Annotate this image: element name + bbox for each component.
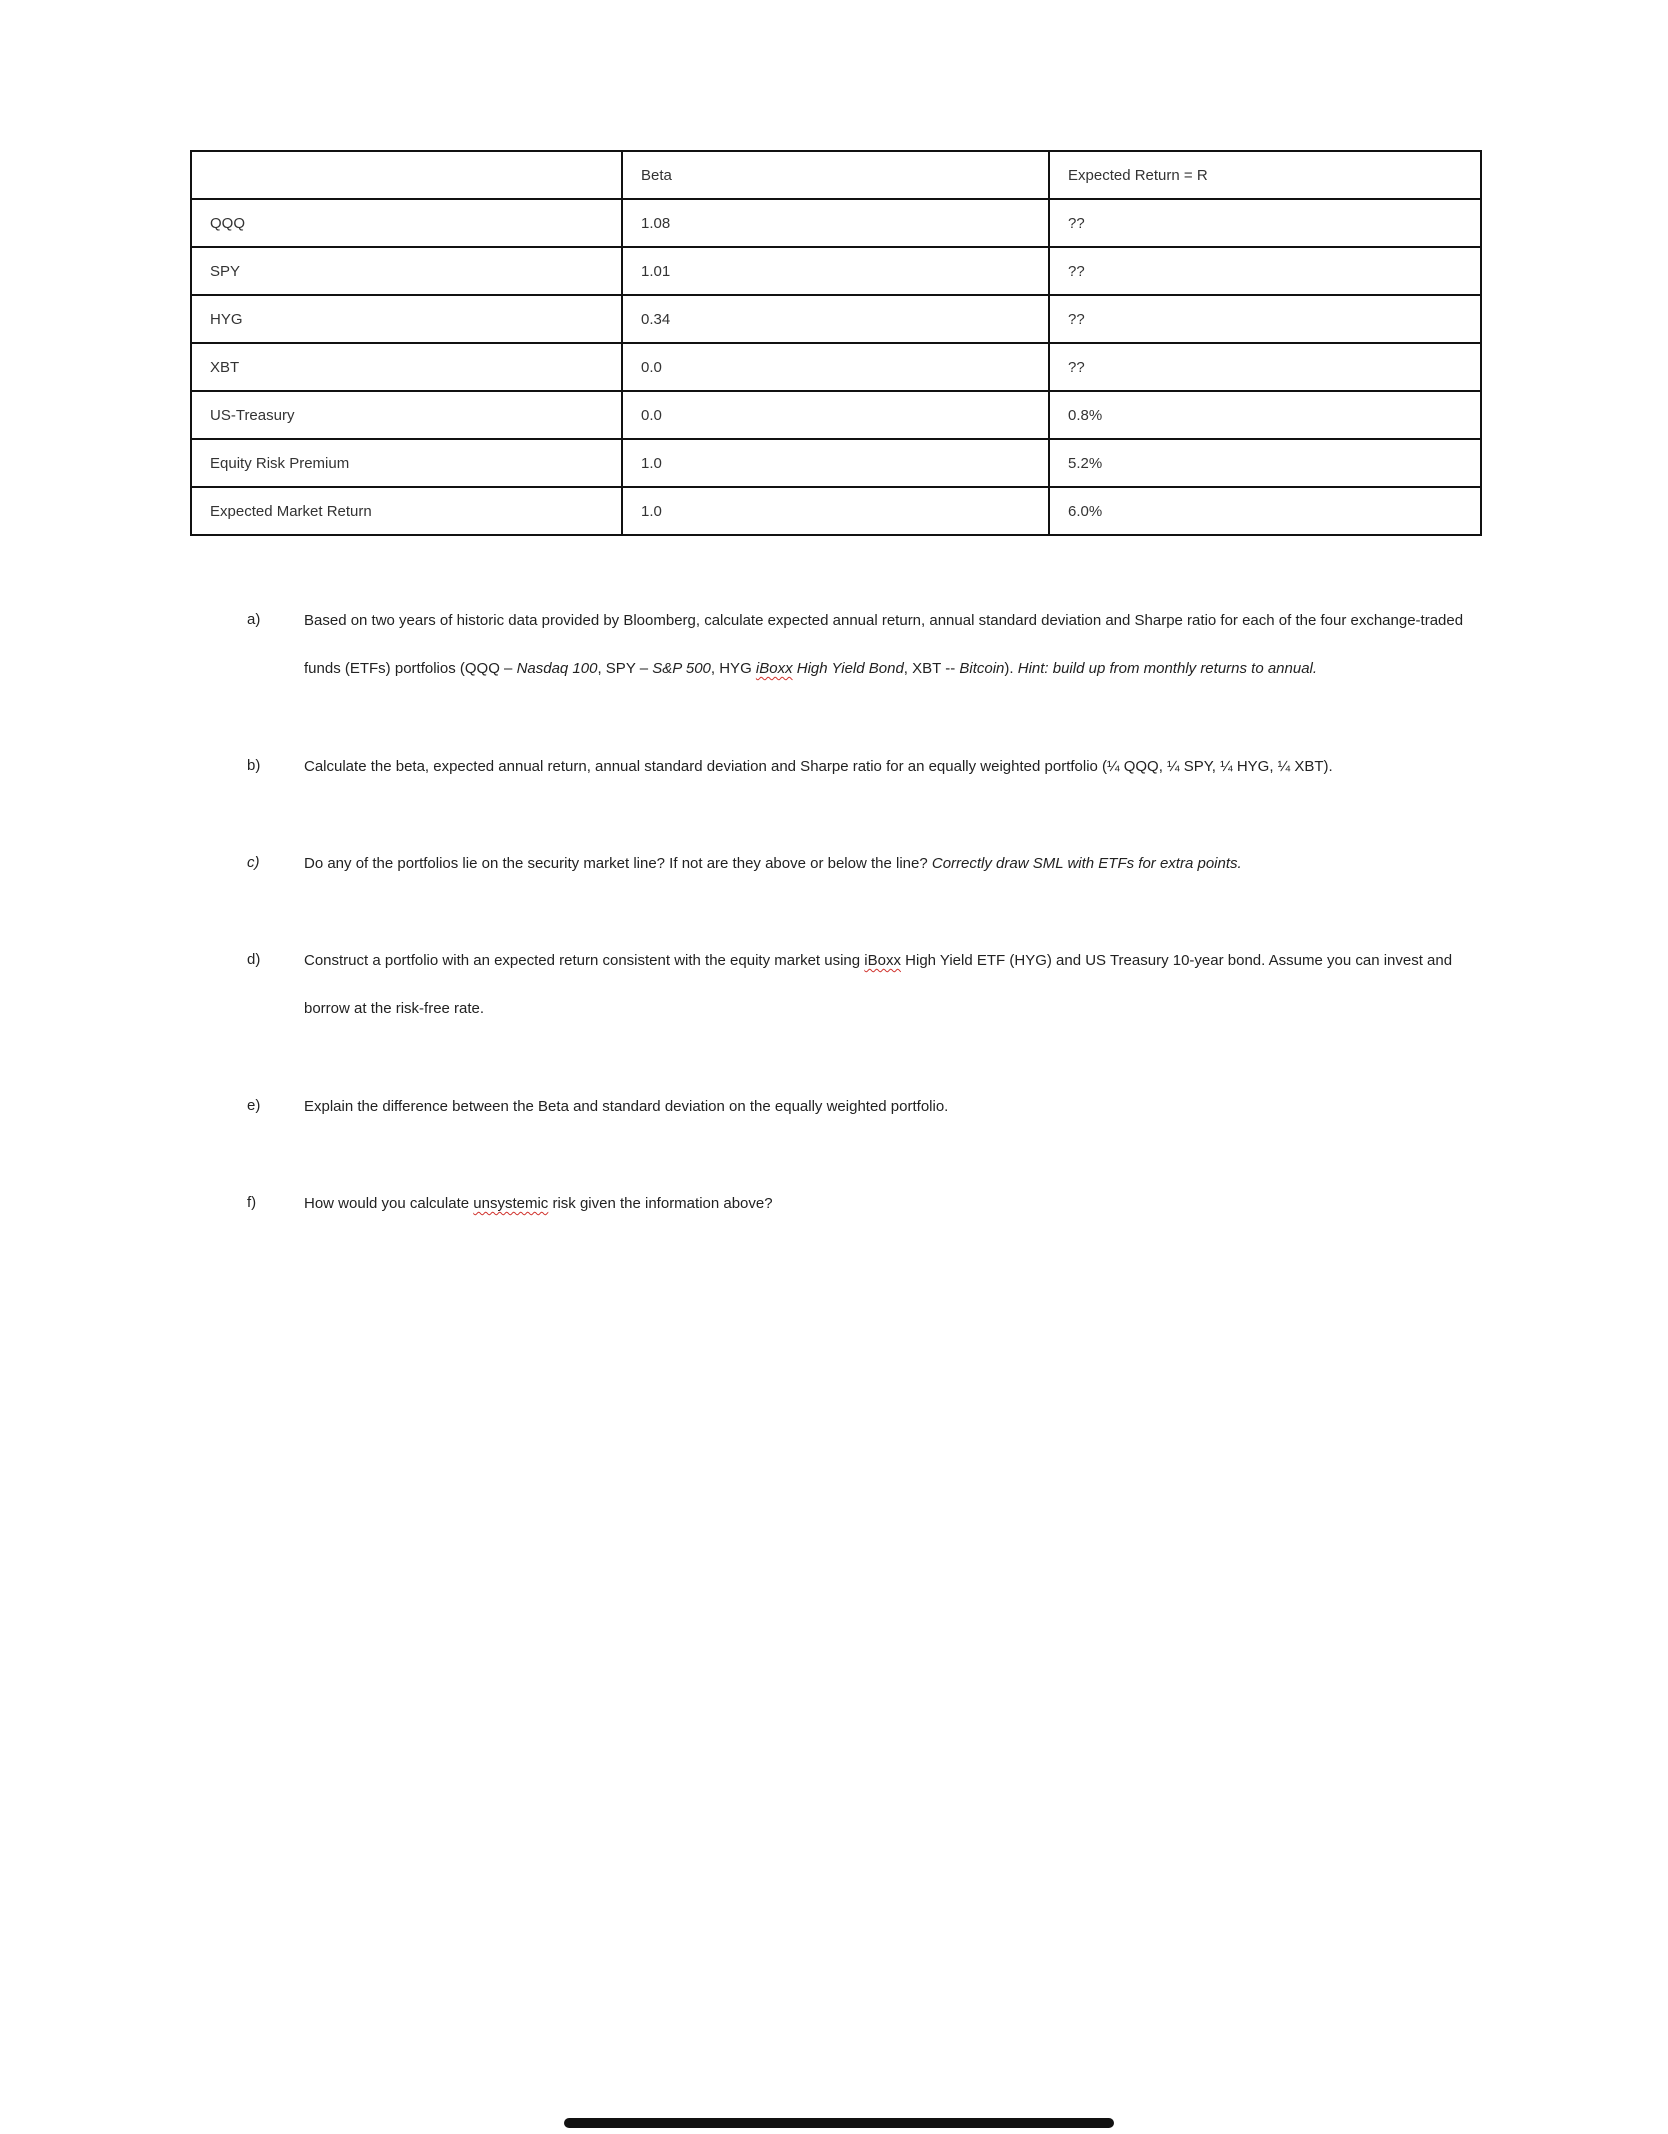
question-label: b) <box>247 757 261 774</box>
text-run-italic: S&P 500 <box>652 660 711 677</box>
text-run: Do any of the portfolios lie on the security market line? If not are they above or below the line? <box>304 855 932 872</box>
table-row <box>191 295 1481 343</box>
table-row <box>191 199 1481 247</box>
table-cell-beta: 1.0 <box>622 439 1049 487</box>
table-cell-return: 5.2% <box>1049 439 1481 487</box>
question-d-line-2: borrow at the risk-free rate. <box>304 1000 485 1017</box>
table-cell-beta: 1.0 <box>622 487 1049 535</box>
spellcheck-word[interactable]: iBoxx <box>864 952 901 969</box>
question-text <box>304 1083 1484 1131</box>
text-run: How would you calculate <box>304 1195 474 1212</box>
table-cell-asset: Expected Market Return <box>191 487 622 535</box>
table-cell-asset: SPY <box>191 247 622 295</box>
question-f-line-1 <box>304 1180 1484 1228</box>
question-a-line-1: Based on two years of historic data provided by Bloomberg, calculate expected annual return, annual standard deviation and Sharpe ratio for each of the four exchange-traded <box>304 612 1464 629</box>
table-row <box>191 343 1481 391</box>
question-text <box>304 743 1484 791</box>
text-run-italic: Correctly draw SML with ETFs for extra points. <box>931 855 1242 872</box>
text-run: , HYG <box>710 660 756 677</box>
text-run-italic: Bitcoin <box>959 660 1005 677</box>
text-run: High Yield ETF (HYG) and US Treasury 10-year bond. Assume you can invest and <box>900 952 1453 969</box>
table-cell-asset: QQQ <box>191 199 622 247</box>
text-run: ). <box>1004 660 1018 677</box>
question-text <box>304 1180 1484 1228</box>
table-row <box>191 391 1481 439</box>
table-cell-asset: US-Treasury <box>191 391 622 439</box>
question-d-line-1 <box>304 937 1484 985</box>
table-cell-beta: 0.0 <box>622 343 1049 391</box>
question-label: d) <box>247 951 261 968</box>
text-run-italic: Nasdaq 100 <box>516 660 598 677</box>
table-cell-beta: 1.08 <box>622 199 1049 247</box>
text-run: , XBT -- <box>903 660 960 677</box>
table-cell-return: ?? <box>1049 199 1481 247</box>
table-cell-return: 6.0% <box>1049 487 1481 535</box>
question-e-line-1: Explain the difference between the Beta and standard deviation on the equally weighted portfolio. <box>304 1098 949 1115</box>
table-row <box>191 439 1481 487</box>
table-cell-asset: XBT <box>191 343 622 391</box>
question-label: c) <box>247 854 260 871</box>
table-header-cell <box>191 151 622 199</box>
text-run: funds (ETFs) portfolios (QQQ – <box>304 660 517 677</box>
spellcheck-word[interactable]: unsystemic <box>473 1195 549 1212</box>
text-run: , SPY – <box>597 660 653 677</box>
question-label: f) <box>247 1194 257 1211</box>
home-indicator-bar[interactable] <box>564 2118 1114 2128</box>
question-b-line-1: Calculate the beta, expected annual return, annual standard deviation and Sharpe ratio for an equally weighted portfolio (¼ QQQ, ¼ SPY, ¼ HYG, ¼ XBT). <box>304 758 1333 775</box>
table-cell-beta: 0.0 <box>622 391 1049 439</box>
table-header-cell: Beta <box>622 151 1049 199</box>
hint-text: Hint: build up from monthly returns to annual. <box>1017 660 1318 677</box>
table-cell-return: ?? <box>1049 247 1481 295</box>
question-label: a) <box>247 611 261 628</box>
table-cell-beta: 0.34 <box>622 295 1049 343</box>
table-header-row <box>191 151 1481 199</box>
table-cell-asset: HYG <box>191 295 622 343</box>
table-cell-return: ?? <box>1049 295 1481 343</box>
table-row <box>191 247 1481 295</box>
spellcheck-word[interactable]: iBoxx <box>755 660 793 677</box>
beta-return-table <box>190 150 1482 536</box>
question-label: e) <box>247 1097 261 1114</box>
question-a-line-2 <box>304 645 1484 693</box>
text-run-italic: High Yield Bond <box>792 660 904 677</box>
text-run: risk given the information above? <box>548 1195 773 1212</box>
table-cell-beta: 1.01 <box>622 247 1049 295</box>
table-cell-asset: Equity Risk Premium <box>191 439 622 487</box>
table-cell-return: ?? <box>1049 343 1481 391</box>
table-header-cell: Expected Return = R <box>1049 151 1481 199</box>
question-text <box>304 937 1484 1033</box>
text-run: Construct a portfolio with an expected return consistent with the equity market using <box>304 952 865 969</box>
table-cell-return: 0.8% <box>1049 391 1481 439</box>
table-row <box>191 487 1481 535</box>
question-c-line-1 <box>304 840 1484 888</box>
question-text <box>304 840 1484 888</box>
question-text <box>304 597 1484 693</box>
